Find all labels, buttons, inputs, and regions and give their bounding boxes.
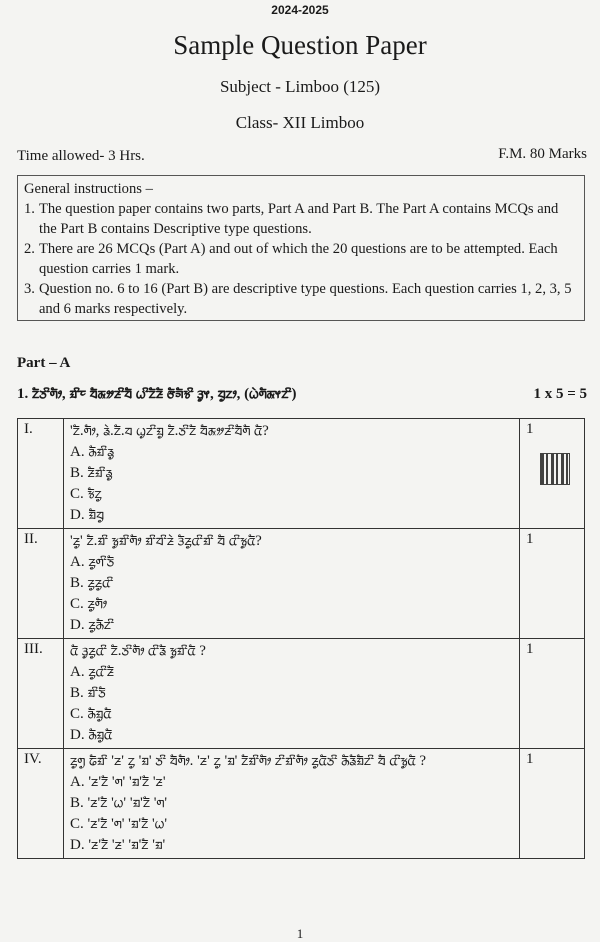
mark-cell [520,419,585,529]
instruction-text: Question no. 6 to 16 (Part B) are descriptive type questions. Each question carries 1, 2, 3, 5 and 6 marks respectively. [38,281,572,317]
question-text: ᤏᤢᤛᤢ ᤒᤠᤀᤡ 'ᤏ' ᤁᤢ 'ᤀ' ᤍᤡ ᤔᤠᤛᤥ. 'ᤏ' ᤁᤢ 'ᤀ' ᤁᤠᤀᤡᤛᤥ ᤁᤡᤀᤡᤛᤥ ᤏᤢᤂᤠᤍᤡ ᤌᤠᤕᤠᤀᤠᤁᤡ ᤔᤠ ᤂᤡᤃᤢᤂᤠ ? [70,753,427,769]
question-text: 'ᤏᤢ' ᤁᤠ.ᤀᤡ ᤃᤢᤀᤡᤛᤥ ᤀᤡᤔᤡᤏᤧ ᤋᤠᤏᤢᤂᤡᤀᤡ ᤔᤠ ᤂᤡᤃᤢᤂᤠ? [70,533,262,549]
part-heading: Part – A [17,355,71,371]
instruction-number: 1. [24,201,35,217]
option-d: D. ᤀᤠᤔᤢ [70,507,104,523]
mark-cell [520,529,585,639]
mark-value: 1 [526,751,534,767]
mark-value: 1 [526,421,534,437]
row-number: III. [18,639,64,749]
option-b: B. ᤀᤡᤍᤠ [70,685,106,701]
question-heading: 1. ᤁᤠᤍᤡᤛᤥ, ᤀᤡᤰ ᤔᤠᤊᤤᤏᤡᤔᤠ ᤐᤡᤁᤠᤏᤠ ᤅᤠᤈᤠᤃᤡ ᤋᤢᤶ, ᤔᤢᤁᤣ, (ᤐᤧᤛᤠᤊᤶᤁᤡ) [17,386,297,402]
instructions-heading: General instructions – [24,181,153,197]
instruction-text: There are 26 MCQs (Part A) and out of which the 20 questions are to be attempted. Each question carries 1 mark. [38,241,558,277]
table-row [18,419,585,529]
option-a: A. ᤌᤠᤀᤡᤕᤢ [70,444,115,460]
mark-cell [520,749,585,859]
option-c: C. ᤃᤠᤁᤢ [70,486,102,502]
mark-cell [520,639,585,749]
option-a: A. ᤏᤢᤛᤡᤍᤠ [70,554,115,570]
full-marks: F.M. 80 Marks [498,146,587,162]
row-number: I. [18,419,64,529]
instructions-box [17,175,585,321]
mark-value: 1 [526,641,534,657]
option-b: B. ᤏᤢᤏᤢᤂᤡ [70,575,114,591]
instruction-item [24,199,578,239]
question-text: ᤂᤠ ᤋᤢᤏᤢᤂᤡ ᤁᤠ.ᤍᤡᤛᤥ ᤂᤡᤕᤠ ᤃᤢᤀᤡᤂᤠ ? [70,643,206,659]
session-year: 2024-2025 [271,3,329,17]
mark-value: 1 [526,531,534,547]
subject-line: Subject - Limboo (125) [219,77,381,96]
instruction-number: 3. [24,281,35,297]
question-marks: 1 x 5 = 5 [533,386,587,402]
row-number: II. [18,529,64,639]
instruction-number: 2. [24,241,35,257]
table-row [18,749,585,859]
instruction-item [24,239,578,279]
option-a: A. 'ᤏ'ᤁᤠ 'ᤛ' 'ᤀ'ᤁᤠ 'ᤏ' [70,774,166,790]
option-d: D. ᤏᤢᤌᤠᤁᤡ [70,617,115,633]
page-title: Sample Question Paper [173,30,427,60]
option-c: C. ᤌᤠᤀᤢᤂᤠ [70,706,112,722]
option-c: C. 'ᤏ'ᤁᤠ 'ᤛ' 'ᤀ'ᤁᤠ 'ᤐ' [70,816,168,832]
instruction-item [24,279,578,319]
question-cell [64,749,520,859]
question-text: 'ᤁᤠ.ᤛᤥ, ᤕᤧ.ᤁᤠ.ᤔ ᤐᤢᤁᤡᤀᤢ ᤁᤠ.ᤍᤡᤁᤠ ᤔᤠᤊᤤᤏᤡᤔᤠᤛᤠ ᤂᤠ? [70,423,269,439]
row-number: IV. [18,749,64,859]
instruction-text: The question paper contains two parts, Part A and Part B. The Part A contains MCQs and the Part B contains Descriptive type questions. [38,201,559,237]
qr-code-icon [540,453,570,485]
question-table [17,418,585,859]
table-row [18,529,585,639]
option-b: B. 'ᤏ'ᤁᤠ 'ᤐ' 'ᤀ'ᤁᤠ 'ᤛ' [70,795,168,811]
option-a: A. ᤏᤢᤂᤡᤏᤠ [70,664,115,680]
question-cell [64,529,520,639]
page-number: 1 [296,926,304,941]
class-line: Class- XII Limboo [235,113,365,132]
question-cell [64,639,520,749]
option-d: D. 'ᤏ'ᤁᤠ 'ᤏ' 'ᤀ'ᤁᤠ 'ᤀ' [70,837,166,853]
option-b: B. ᤏᤠᤀᤡᤕᤢ [70,465,113,481]
time-allowed: Time allowed- 3 Hrs. [17,148,145,164]
question-cell [64,419,520,529]
option-d: D. ᤌᤠᤀᤢᤂᤠ [70,727,113,743]
table-row [18,639,585,749]
option-c: C. ᤏᤢᤛᤥ [70,596,107,612]
